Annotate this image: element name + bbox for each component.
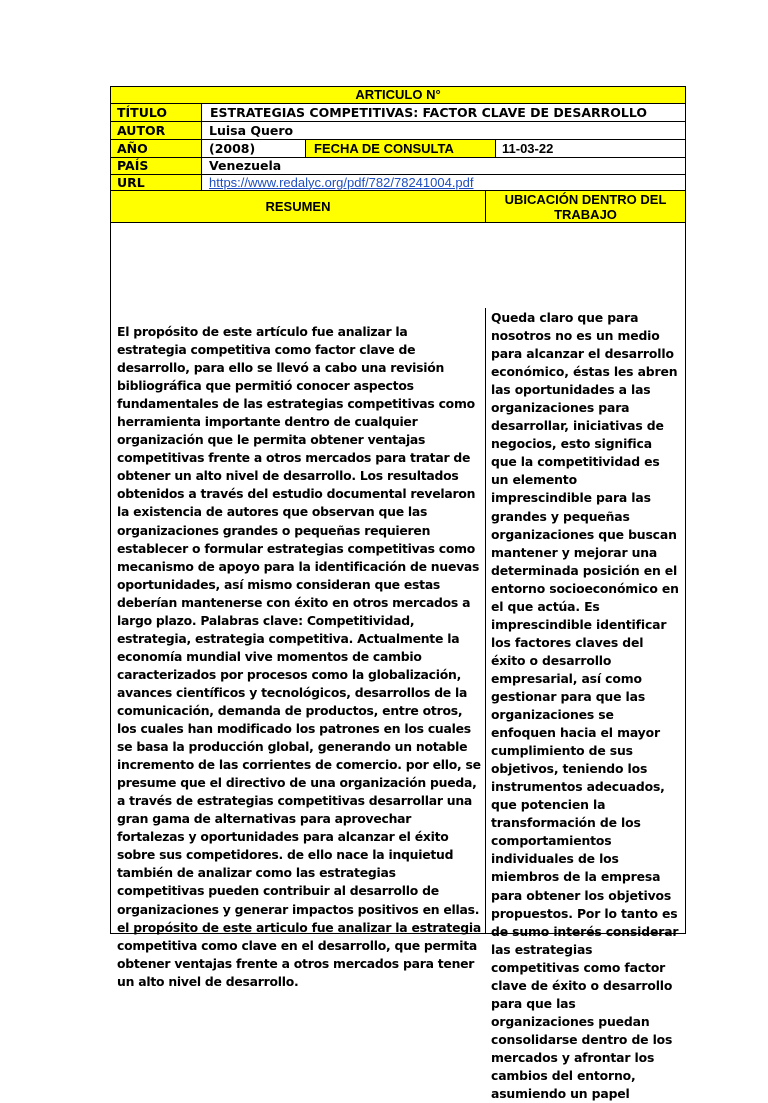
content-row [111, 308, 685, 1102]
location-text: Queda claro que para nosotros no es un medio para alcanzar el desarrollo económico, éstas les abren las oportunidades a las organizaciones para desarrollar, iniciativas de negocios, esto significa que la competitividad es un elemento imprescindible para las grandes y pequeñas organizaciones que buscan mantener y mejorar una determinada posición en el entorno socioeconómico en el que actúa. Es imprescindible identificar los factores claves del éxito o desarrollo empresarial, así como gestionar para que las organizaciones se enfoquen hacia el mayor cumplimiento de sus objetivos, teniendo los instrumentos adecuados, que potencien la transformación de los comportamientos individuales de los miembros de la empresa para obtener los objetivos propuestos. Por lo tanto es de sumo interés considerar las estrategias competitivas como factor clave de éxito o desarrollo para que las organizaciones puedan consolidarse dentro de los mercados y afrontar los cambios del entorno, asumiendo un papel [485, 308, 685, 933]
country-label: PAÍS [111, 158, 201, 174]
article-number-header: ARTICULO N° [355, 87, 441, 102]
author-row [111, 122, 685, 140]
article-number-row [111, 87, 685, 104]
article-review-form [110, 86, 686, 1102]
consult-date-value: 11-03-22 [495, 140, 685, 157]
location-header: UBICACIÓN DENTRO DEL TRABAJO [485, 191, 685, 222]
author-value: Luisa Quero [201, 122, 685, 139]
section-header-row [111, 191, 685, 223]
url-label: URL [111, 175, 201, 190]
year-label: AÑO [111, 140, 201, 157]
year-value: (2008) [201, 140, 305, 157]
country-value: Venezuela [201, 158, 685, 174]
summary-text: El propósito de este artículo fue analizar la estrategia competitiva como factor clave de desarrollo, para ello se llevó a cabo una revisión bibliográfica que permitió conocer aspectos fundamentales de las estrategias competitivas como herramienta importante dentro de cualquier organización que le permita obtener ventajas competitivas frente a otros mercados para tratar de obtener un alto nivel de desarrollo. Los resultados obtenidos a través del estudio documental revelaron la existencia de autores que observan que las organizaciones grandes o pequeñas requieren establecer o formular estrategias competitivas como mecanismo de apoyo para la identificación de nuevas oportunidades, así mismo consideran que estas deberían mantenerse con éxito en otros mercados a largo plazo. Palabras clave: Competitividad, estrategia, estrategia competitiva. Actualmente la economía mundial vive momentos de cambio caracterizados por procesos como la globalización, avances científicos y tecnológicos, desarrollos de la comunicación, demanda de productos, entre otros, los cuales han modificado los patrones en los cuales se basa la producción global, generando un notable incremento de las corrientes de comercio. por ello, se presume que el directivo de una organización pueda, a través de estrategias competitivas desarrollar una gran gama de alternativas para aprovechar fortalezas y oportunidades para alcanzar el éxito sobre sus competidores. de ello nace la inquietud también de analizar como las estrategias competitivas pueden contribuir al desarrollo de organizaciones y generar impactos positivos en ellas. el propósito de este articulo fue analizar la estrategia competitiva como clave en el desarrollo, que permita obtener ventajas frente a otros mercados para tener un alto nivel de desarrollo. [117, 324, 481, 989]
source-url-link[interactable]: https://www.redalyc.org/pdf/782/78241004.pdf [209, 174, 474, 190]
url-cell [201, 175, 685, 190]
title-value: ESTRATEGIAS COMPETITIVAS: FACTOR CLAVE DE DESARROLLO [201, 104, 685, 121]
url-row [111, 175, 685, 191]
year-row [111, 140, 685, 158]
consult-date-label: FECHA DE CONSULTA [305, 140, 495, 157]
country-row [111, 158, 685, 175]
summary-header: RESUMEN [265, 198, 331, 214]
author-label: AUTOR [111, 122, 201, 139]
title-label: TÍTULO [111, 104, 201, 121]
title-row [111, 104, 685, 122]
